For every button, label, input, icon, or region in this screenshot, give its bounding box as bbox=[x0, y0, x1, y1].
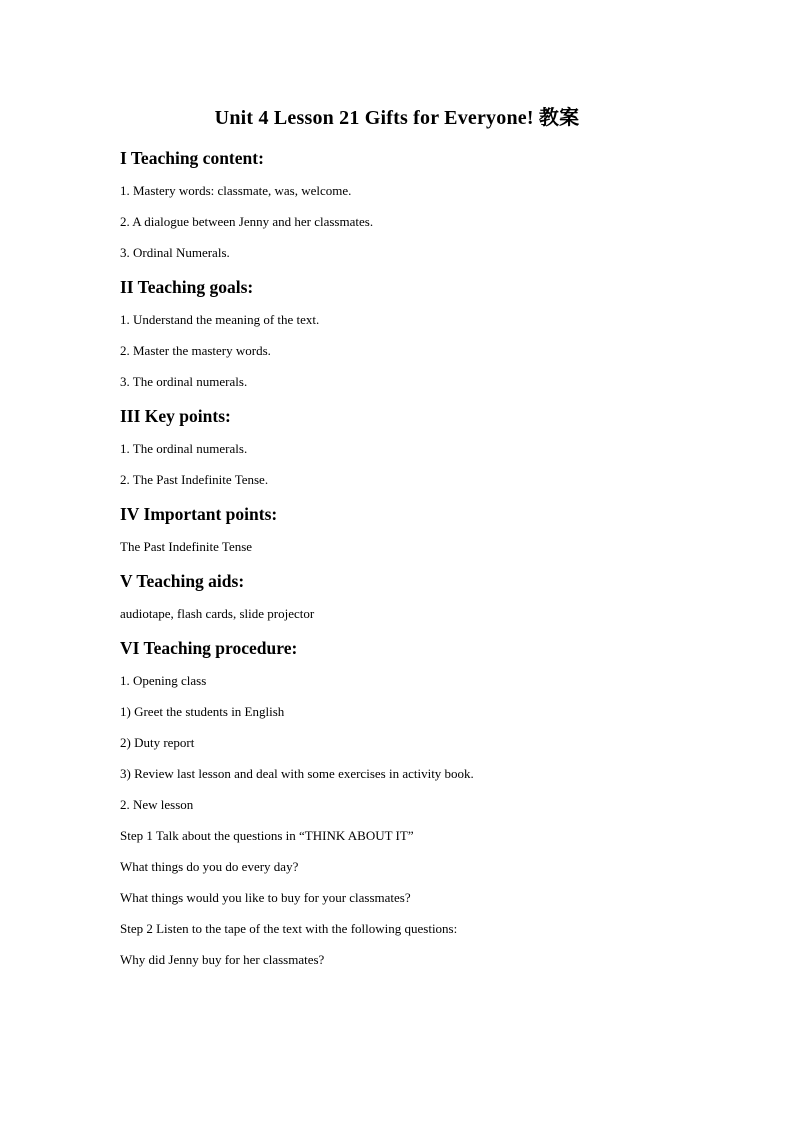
section-line: 2. The Past Indefinite Tense. bbox=[120, 472, 269, 487]
section-line: What things do you do every day? bbox=[120, 859, 299, 874]
document-body bbox=[120, 146, 720, 982]
section-teaching-aids bbox=[120, 569, 720, 623]
section-line: 1. Mastery words: classmate, was, welcome. bbox=[120, 183, 352, 198]
section-line: audiotape, flash cards, slide projector bbox=[120, 606, 315, 621]
section-heading: V Teaching aids: bbox=[120, 571, 245, 591]
section-line: 3. The ordinal numerals. bbox=[120, 374, 248, 389]
section-teaching-procedure bbox=[120, 636, 720, 969]
section-line: 1. Understand the meaning of the text. bbox=[120, 312, 320, 327]
section-line: 2. A dialogue between Jenny and her classmates. bbox=[120, 214, 374, 229]
section-important-points bbox=[120, 502, 720, 556]
section-teaching-goals bbox=[120, 275, 720, 391]
section-line: 1. Opening class bbox=[120, 673, 207, 688]
section-line: Step 1 Talk about the questions in “THINK ABOUT IT” bbox=[120, 828, 414, 843]
section-teaching-content bbox=[120, 146, 720, 262]
section-line: What things would you like to buy for your classmates? bbox=[120, 890, 411, 905]
section-line: 2. Master the mastery words. bbox=[120, 343, 271, 358]
section-heading: III Key points: bbox=[120, 406, 231, 426]
section-line: 2. New lesson bbox=[120, 797, 194, 812]
section-key-points bbox=[120, 404, 720, 489]
section-heading: II Teaching goals: bbox=[120, 277, 254, 297]
section-line: 2) Duty report bbox=[120, 735, 195, 750]
section-heading: IV Important points: bbox=[120, 504, 278, 524]
section-line: 3) Review last lesson and deal with some exercises in activity book. bbox=[120, 766, 474, 781]
section-line: 1) Greet the students in English bbox=[120, 704, 285, 719]
section-line: 1. The ordinal numerals. bbox=[120, 441, 248, 456]
section-heading: I Teaching content: bbox=[120, 148, 264, 168]
section-line: The Past Indefinite Tense bbox=[120, 539, 253, 554]
section-line: Why did Jenny buy for her classmates? bbox=[120, 952, 325, 967]
section-heading: VI Teaching procedure: bbox=[120, 638, 298, 658]
section-line: 3. Ordinal Numerals. bbox=[120, 245, 230, 260]
section-line: Step 2 Listen to the tape of the text with the following questions: bbox=[120, 921, 458, 936]
document-title: Unit 4 Lesson 21 Gifts for Everyone! 教案 bbox=[214, 107, 580, 129]
